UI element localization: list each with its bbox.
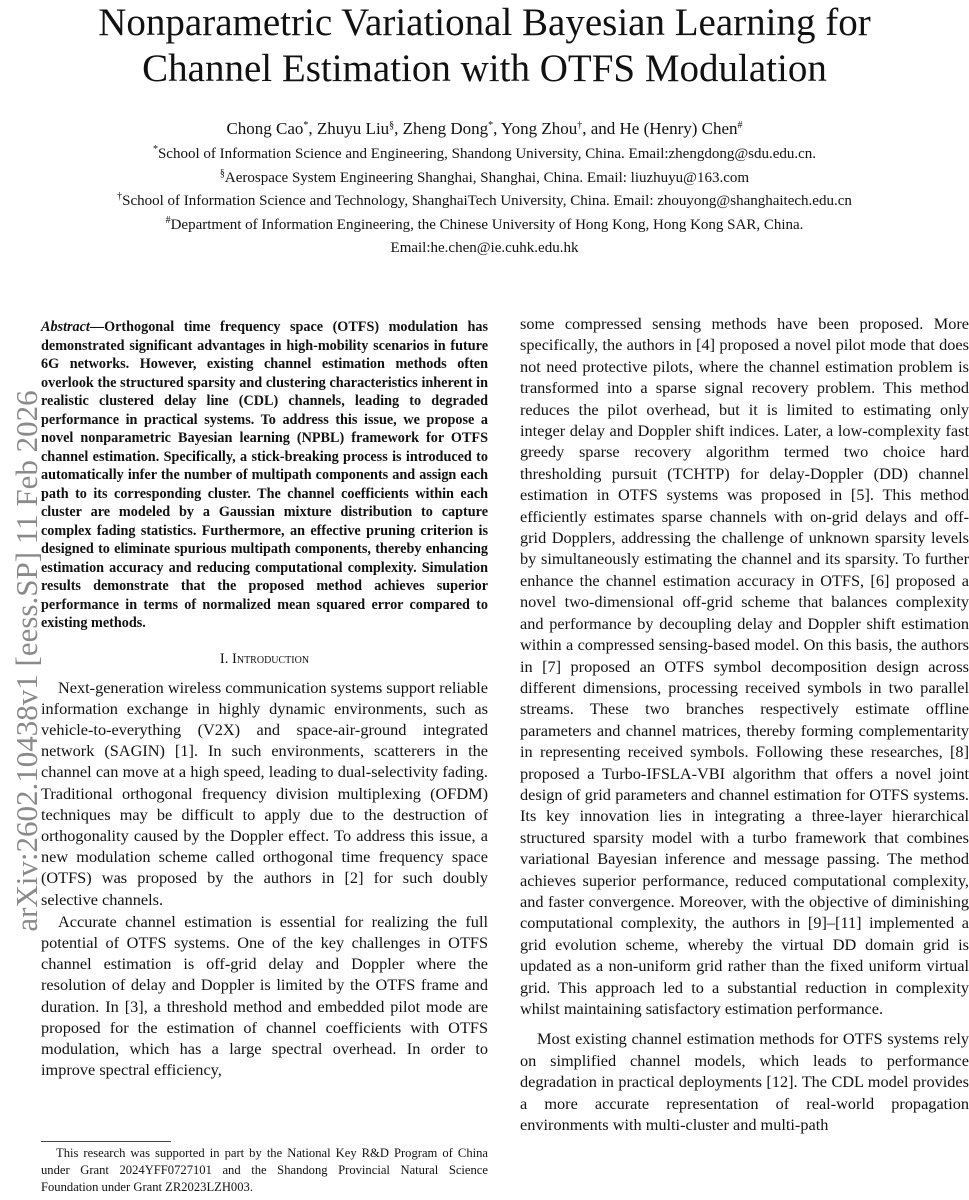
affiliation: #Department of Information Engineering, the Chinese University of Hong Kong, Hong Kong SAR, China. — [165, 214, 804, 233]
author: Yong Zhou† — [501, 119, 583, 138]
paper-title — [0, 0, 969, 92]
section-heading: I. Introduction — [219, 650, 310, 667]
author: Chong Cao* — [226, 119, 309, 138]
author: Zheng Dong* — [402, 119, 494, 138]
abstract-label: Abstract — [41, 319, 90, 335]
arxiv-identifier: arXiv:2602.10438v1 [eess.SP] 11 Feb 2026 — [9, 390, 44, 932]
author: He (Henry) Chen# — [619, 119, 743, 138]
paragraph: Most existing channel estimation methods for OTFS systems rely on simplified channel models, which leads to performance degradation in practical deployments [12]. The CDL model provides a more accurate representation of real-world propagation environments with multi-cluster and multi-path — [520, 1029, 969, 1135]
paragraph: Accurate channel estimation is essential for realizing the full potential of OTFS systems. One of the key challenges in OTFS channel estimation is off-grid delay and Doppler where the resolution of delay and Doppler is limited by the OTFS frame and duration. In [3], a threshold method and embedded pilot mode are proposed for the estimation of channel coefficients with OTFS modulation, which has a large spectral overhead. In order to improve spectral efficiency, — [41, 911, 488, 1080]
author-list: Chong Cao*, Zhuyu Liu§, Zheng Dong*, Yong Zhou†, and He (Henry) Chen# — [226, 119, 743, 138]
paragraph: Next-generation wireless communication systems support reliable information exchange in highly dynamic environments, such as vehicle-to-everything (V2X) and space-air-ground integrated network (SAGIN) [1]. In such environments, scatterers in the channel can move at a high speed, leading to dual-selectivity fading. Traditional orthogonal frequency division multiplexing (OFDM) techniques may be difficult to apply due to the destruction of orthogonality caused by the Doppler effect. To address this issue, a new modulation scheme called orthogonal time frequency space (OTFS) was proposed by the authors in [2] for such doubly selective channels. — [41, 677, 488, 909]
right-column — [520, 313, 969, 1135]
title-line-2: Channel Estimation with OTFS Modulation — [142, 47, 827, 90]
affiliation: *School of Information Science and Engineering, Shandong University, China. Email:zhengdong@sdu.edu.cn. — [152, 144, 817, 162]
abstract-body: —Orthogonal time frequency space (OTFS) modulation has demonstrated significant advantages in high-mobility scenarios in future 6G networks. However, existing channel estimation methods often overlook the structured sparsity and clustering characteristics inherent in realistic clustered delay line (CDL) channels, leading to degraded performance in practical systems. To address this issue, we propose a novel nonparametric Bayesian learning (NPBL) framework for OTFS channel estimation. Specifically, a stick-breaking process is introduced to automatically infer the number of multipath components and assign each path to its corresponding cluster. The channel coefficients within each cluster are modeled by a Gaussian mixture distribution to capture complex fading statistics. Furthermore, an effective pruning criterion is designed to eliminate spurious multipath components, thereby enhancing estimation accuracy and reducing computational complexity. Simulation results demonstrate that the proposed method achieves superior performance in terms of normalized mean squared error compared to existing methods. — [41, 319, 488, 631]
affiliation: §Aerospace System Engineering Shanghai, Shanghai, China. Email: liuzhuyu@163.com — [219, 167, 750, 186]
author: Zhuyu Liu§ — [316, 119, 395, 138]
left-column — [41, 318, 488, 1080]
affiliation: †School of Information Science and Technology, ShanghaiTech University, China. Email: zhouyong@shanghaitech.edu.cn — [117, 191, 852, 209]
abstract — [41, 318, 488, 633]
affiliation: Email:he.chen@ie.cuhk.edu.hk — [390, 240, 579, 256]
affiliation-list — [0, 143, 969, 261]
title-line-1: Nonparametric Variational Bayesian Learning for — [98, 1, 871, 44]
paragraph: some compressed sensing methods have been proposed. More specifically, the authors in [4] proposed a novel pilot mode that does not need protective pilots, where the channel estimation problem is transformed into a sparse signal recovery problem. This method reduces the pilot overhead, but it is limited to estimating only integer delay and Doppler shift indices. Later, a low-complexity fast greedy sparse recovery algorithm termed two choice hard thresholding pursuit (TCHTP) for delay-Doppler (DD) channel estimation in OTFS systems was proposed in [5]. This method efficiently estimates sparse channels with on-grid delays and off-grid Dopplers, addressing the challenge of unknown sparsity levels by simultaneously estimating the channel and its sparsity. To further enhance the channel estimation accuracy in OTFS, [6] proposed a novel two-dimensional off-grid scheme that balances complexity and performance by decoupling delay and Doppler shift estimation within a compressed sensing-based model. On this basis, the authors in [7] proposed an OTFS symbol decomposition design across different dimensions, processing received symbols in two parallel streams. These two branches respectively estimate offline parameters and channel matrices, thereby forming complementarity in representing received symbols. Following these researches, [8] proposed a Turbo-IFSLA-VBI algorithm that offers a novel joint design of grid parameters and channel estimation for OTFS systems. Its key innovation lies in integrating a three-layer hierarchical structured sparsity model with a turbo framework that combines variational Bayesian inference and message passing. The method achieves superior performance, reduced computational complexity, and faster convergence. Moreover, with the objective of diminishing computational complexity, the authors in [9]–[11] implemented a grid evolution scheme, whereby the virtual DD domain grid is updated as a non-uniform grid rather than the fixed uniform virtual grid. This approach led to a substantial reduction in complexity whilst maintaining satisfactory estimation performance. — [520, 314, 969, 1018]
footnote-divider — [41, 1141, 171, 1142]
funding-footnote: This research was supported in part by the National Key R&D Program of China under Grant 2024YFF0727101 and the Shandong Provincial Natural Science Foundation under Grant ZR2023LZH003. — [41, 1146, 488, 1194]
